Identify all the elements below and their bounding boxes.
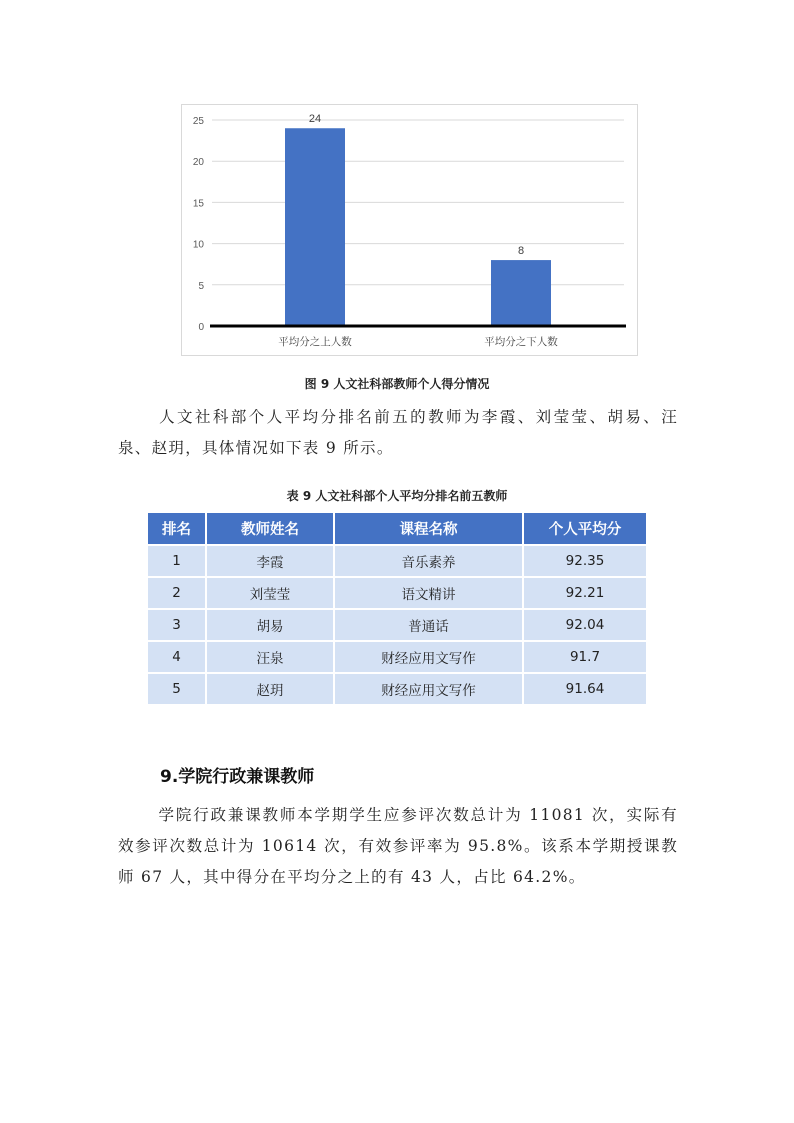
bar-chart [181,104,638,356]
table-caption: 表 9 人文社科部个人平均分排名前五教师 [286,489,508,503]
header-rank: 排名 [148,513,206,545]
ranking-table [148,513,646,706]
cell-score: 91.64 [523,673,646,705]
cell-rank: 1 [148,545,206,577]
cell-course: 财经应用文写作 [334,641,523,673]
cell-score: 92.35 [523,545,646,577]
y-tick-label: 0 [198,322,204,333]
cell-teacher: 刘莹莹 [206,577,334,609]
header-course-name: 课程名称 [334,513,523,545]
table-row [148,673,646,705]
cell-teacher: 汪泉 [206,641,334,673]
table-row [148,641,646,673]
y-tick-label: 5 [198,280,204,292]
bar [491,260,551,326]
header-average-score: 个人平均分 [523,513,646,545]
cell-rank: 4 [148,641,206,673]
x-category-label: 平均分之下人数 [484,336,558,348]
cell-rank: 3 [148,609,206,641]
paragraph-intro-text: 人文社科部个人平均分排名前五的教师为李霞、刘莹莹、胡易、汪泉、赵玥，具体情况如下表 9 所示。 [118,408,678,457]
section-title: 9.学院行政兼课教师 [160,767,315,787]
paragraph-admin-text: 学院行政兼课教师本学期学生应参评次数总计为 11081 次，实际有效参评次数总计为 10614 次，有效参评率为 95.8%。该系本学期授课教师 67 人，其中得分在平均分之上的有 43 人，占比 64.2%。 [118,806,678,886]
cell-teacher: 赵玥 [206,673,334,705]
table-row [148,577,646,609]
data-label: 8 [517,245,525,258]
header-teacher-name: 教师姓名 [206,513,334,545]
cell-teacher: 李霞 [206,545,334,577]
cell-course: 财经应用文写作 [334,673,523,705]
data-label: 24 [308,113,322,126]
cell-rank: 2 [148,577,206,609]
y-tick-label: 15 [192,198,204,210]
cell-teacher: 胡易 [206,609,334,641]
table-row [148,545,646,577]
chart-canvas [182,105,639,357]
cell-score: 91.7 [523,641,646,673]
x-category-label: 平均分之上人数 [278,336,352,348]
cell-score: 92.04 [523,609,646,641]
cell-score: 92.21 [523,577,646,609]
cell-rank: 5 [148,673,206,705]
paragraph-intro [118,402,678,464]
cell-course: 语文精讲 [334,577,523,609]
y-tick-label: 10 [192,239,204,251]
y-tick-label: 25 [192,116,204,127]
paragraph-admin [118,800,678,893]
bar [285,128,345,326]
y-tick-label: 20 [192,157,204,169]
table-header-row [148,513,646,545]
table-row [148,609,646,641]
figure-caption: 图 9 人文社科部教师个人得分情况 [304,377,490,391]
cell-course: 普通话 [334,609,523,641]
cell-course: 音乐素养 [334,545,523,577]
